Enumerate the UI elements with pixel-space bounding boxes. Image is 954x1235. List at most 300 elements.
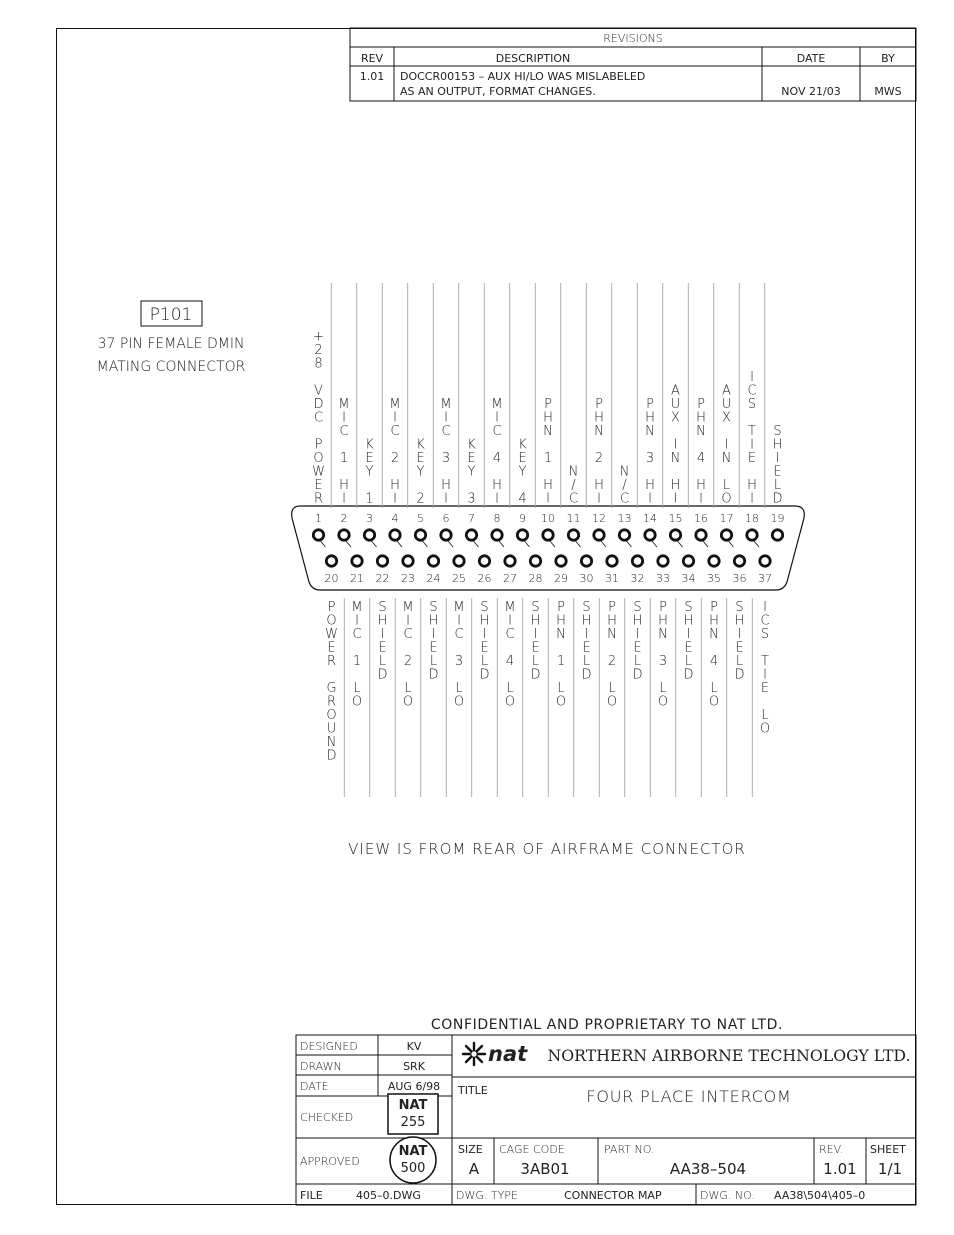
pin-37-contact (760, 556, 770, 566)
pin-label-char: H (581, 613, 592, 629)
pin-label-char: D (479, 667, 490, 683)
pin-lead (346, 541, 351, 547)
pin-15-label (671, 384, 681, 507)
pin-label-char: 3 (467, 491, 476, 507)
designed-value: KV (406, 1040, 422, 1053)
pin-30-label (581, 600, 591, 683)
pin-27-contact (505, 556, 515, 566)
pin-label-char: M (491, 397, 503, 412)
pin-label-char: P (608, 600, 616, 615)
pin-15-contact (670, 530, 680, 540)
pin-label-char: O (313, 451, 324, 466)
pin-22-label (377, 600, 387, 683)
pin-number: 5 (417, 512, 424, 525)
pin-3-contact (364, 530, 374, 540)
pin-3-label (365, 438, 374, 507)
pin-number: 1 (315, 512, 322, 525)
pin-20-contact (326, 556, 336, 566)
title-label: TITLE (458, 1084, 488, 1097)
pin-37-label (760, 600, 770, 737)
pin-label-char: W (325, 627, 338, 642)
pin-label-char: D (326, 748, 337, 764)
pin-number: 37 (758, 572, 772, 585)
pin-label-char: H (479, 613, 490, 629)
pin-label-char: O (555, 694, 567, 710)
connector-desc-line1: 37 PIN FEMALE DMIN (97, 336, 245, 352)
revisions-col-description: DESCRIPTION (495, 52, 571, 65)
pin-label-char: H (645, 478, 655, 493)
pin-number: 18 (745, 512, 759, 525)
pin-label-char: L (722, 478, 731, 493)
pin-label-char: S (582, 600, 591, 615)
pin-label-char: M (351, 600, 363, 615)
pin-label-char: E (365, 451, 374, 466)
pin-number: 23 (401, 572, 415, 585)
pin-label-char: I (508, 613, 512, 629)
pin-label-char: E (582, 640, 591, 656)
pin-label-char: L (773, 478, 782, 493)
pin-label-char: E (480, 640, 489, 656)
pin-23-label (402, 600, 413, 710)
pin-label-char: L (710, 681, 718, 696)
pin-label-char: D (530, 667, 541, 683)
pin-23-contact (403, 556, 413, 566)
pin-label-char: H (670, 478, 681, 493)
pin-label-char: N (709, 627, 719, 642)
pin-label-char: E (467, 451, 476, 466)
connector-desc-line2: MATING CONNECTOR (96, 359, 246, 375)
pin-label-char: O (453, 694, 465, 710)
pin-16-label (696, 397, 706, 507)
pin-label-char: O (759, 721, 771, 737)
pin-label-char: 4 (492, 451, 502, 466)
pin-30-contact (581, 556, 591, 566)
pin-label-char: I (763, 667, 767, 683)
pin-32-contact (632, 556, 642, 566)
cage-value: 3AB01 (520, 1160, 570, 1178)
pin-label-char: S (760, 627, 770, 642)
pin-label-char: E (747, 451, 757, 466)
pin-lead (652, 541, 657, 547)
pin-label-char: D (581, 667, 592, 683)
checked-stamp-line1: NAT (398, 1098, 428, 1113)
pin-number: 11 (566, 512, 581, 525)
pin-label-char: L (404, 681, 412, 696)
pin-label-char: M (453, 600, 465, 615)
pin-31-contact (607, 556, 617, 566)
pin-label-char: L (659, 681, 667, 696)
pin-label-char: H (492, 478, 502, 493)
pin-lead (754, 541, 759, 547)
drawn-label: DRAWN (300, 1060, 342, 1073)
pin-label-char: Y (416, 464, 425, 480)
rev-value: 1.01 (823, 1160, 857, 1178)
pin-label-char: L (353, 681, 361, 696)
pin-number: 33 (656, 572, 670, 585)
pin-label-char: C (403, 627, 413, 642)
pin-label-char: L (455, 681, 463, 696)
pin-label-char: I (533, 627, 538, 642)
pin-number: 4 (391, 512, 399, 525)
pin-label-char: 3 (658, 654, 668, 669)
pin-11-contact (568, 530, 578, 540)
pin-label-char: H (543, 478, 553, 493)
pin-number: 8 (493, 512, 501, 525)
pin-label-char: 3 (454, 654, 464, 669)
pin-label-char: I (673, 437, 678, 453)
pin-label-char: S (747, 397, 757, 412)
pin-label-char: N (326, 735, 337, 750)
pin-lead (729, 541, 734, 547)
pin-label-char: C (760, 613, 770, 629)
pin-lead (321, 541, 326, 547)
pin-lead (423, 541, 428, 547)
pin-label-char: 1 (352, 654, 362, 669)
pin-label-char: I (750, 491, 754, 507)
pin-label-char: D (428, 667, 439, 683)
pin-25-label (453, 600, 464, 710)
pin-label-char: I (635, 627, 640, 642)
pin-label-char: 3 (645, 451, 655, 466)
pin-label-char: O (606, 694, 618, 710)
pin-label-char: S (684, 600, 693, 615)
pin-label-char: S (429, 600, 438, 615)
pin-9-label (518, 438, 527, 507)
pin-17-contact (721, 530, 731, 540)
revisions-col-rev: REV (360, 52, 384, 65)
pin-label-char: H (543, 410, 553, 426)
pin-lead (474, 541, 479, 547)
pin-label-char: K (416, 437, 425, 453)
pin-lead (601, 541, 606, 547)
dwg-no-value: AA38\504\405–0 (774, 1189, 866, 1202)
pin-label-char: H (696, 478, 706, 493)
pin-label-char: N (543, 424, 553, 439)
pin-label-char: M (389, 397, 401, 412)
pin-label-char: D (683, 667, 694, 683)
pin-label-char: O (326, 708, 337, 723)
part-label: PART NO. (604, 1143, 655, 1156)
pin-lead (397, 541, 402, 547)
pin-number: 10 (541, 512, 555, 525)
pin-label-char: H (683, 613, 694, 629)
pin-number: 3 (366, 512, 373, 525)
pin-label-char: D (377, 667, 388, 683)
pin-label-char: A (722, 383, 731, 399)
pin-label-char: I (495, 491, 499, 507)
file-label: FILE (300, 1189, 323, 1202)
pin-13-contact (619, 530, 629, 540)
pin-label-char: N (619, 464, 630, 480)
pin-10-contact (543, 530, 553, 540)
pin-number: 2 (340, 512, 348, 525)
pin-label-char: H (632, 613, 643, 629)
pin-21-contact (352, 556, 362, 566)
pin-label-char: I (444, 410, 448, 426)
pin-8-contact (492, 530, 502, 540)
pin-label-char: O (708, 694, 720, 710)
pin-label-char: H (594, 410, 604, 426)
pin-label-char: K (365, 437, 374, 453)
pin-label-char: C (352, 627, 362, 642)
pin-number: 24 (426, 572, 441, 585)
file-value: 405–0.DWG (356, 1189, 421, 1202)
pin-label-char: U (670, 397, 681, 412)
checked-stamp-line2: 255 (400, 1115, 426, 1130)
size-value: A (468, 1160, 480, 1178)
pin-1-label (312, 330, 325, 507)
pin-1-contact (313, 530, 323, 540)
pin-label-char: L (480, 654, 489, 669)
date-value: AUG 6/98 (387, 1080, 441, 1093)
pin-label-char: I (763, 600, 767, 615)
pin-label-char: 2 (607, 654, 617, 669)
pin-label-char: O (657, 694, 669, 710)
pin-label-char: P (544, 397, 552, 412)
pin-label-char: N (568, 464, 579, 480)
pin-label-char: H (772, 437, 783, 453)
pin-label-char: C (505, 627, 515, 642)
pin-label-char: H (645, 410, 655, 426)
pin-label-char: S (633, 600, 642, 615)
pin-14-contact (645, 530, 655, 540)
pin-number: 36 (732, 572, 747, 585)
pin-label-char: A (671, 383, 680, 399)
pin-number: 15 (668, 512, 683, 525)
pin-label-char: I (686, 627, 691, 642)
pin-22-contact (377, 556, 387, 566)
pin-4-contact (390, 530, 400, 540)
pin-label-char: E (684, 640, 693, 656)
pin-24-label (428, 600, 438, 683)
pin-number: 9 (519, 512, 526, 525)
pin-33-label (658, 600, 668, 710)
pin-14-label (645, 397, 655, 507)
pin-9-contact (517, 530, 527, 540)
dwg-type-value: CONNECTOR MAP (564, 1189, 662, 1202)
pin-label-char: C (568, 491, 579, 507)
pin-number: 19 (770, 512, 785, 525)
pin-number: 17 (719, 512, 734, 525)
pin-label-char: 3 (441, 451, 451, 466)
pin-label-char: P (557, 600, 565, 615)
pin-number: 27 (503, 572, 517, 585)
revision-by: MWS (874, 85, 902, 98)
pin-label-char: G (326, 681, 337, 696)
pin-label-char: I (584, 627, 589, 642)
pin-label-char: H (556, 613, 566, 629)
pin-label-char: C (390, 424, 400, 439)
pin-label-char: C (619, 491, 630, 507)
pin-label-char: I (342, 491, 346, 507)
pin-label-char: L (582, 654, 591, 669)
pin-lead (448, 541, 453, 547)
pin-label-char: 2 (416, 491, 425, 507)
pin-19-contact (772, 530, 782, 540)
pin-label-char: I (355, 613, 359, 629)
pin-label-char: H (530, 613, 541, 629)
pin-number: 12 (592, 512, 606, 525)
pin-label-char: H (441, 478, 451, 493)
pin-label-char: E (378, 640, 387, 656)
pin-label-char: H (734, 613, 745, 629)
pin-label-char: O (402, 694, 414, 710)
pin-number: 6 (442, 512, 450, 525)
pin-lead (372, 541, 377, 547)
pin-label-char: I (457, 613, 461, 629)
pin-label-char: W (312, 464, 325, 480)
pin-label-char: L (761, 708, 769, 723)
pin-11-label (569, 465, 579, 507)
pin-label-char: E (518, 451, 527, 466)
approved-stamp-line1: NAT (398, 1144, 428, 1159)
pin-7-label (467, 438, 476, 507)
pin-label-char: 1 (365, 491, 374, 507)
pin-label-char: I (380, 627, 385, 642)
pin-label-char: I (406, 613, 410, 629)
pin-label-char: 4 (709, 654, 719, 669)
pin-label-char: I (393, 491, 397, 507)
pin-label-char: E (314, 478, 323, 493)
pin-label-char: P (595, 397, 603, 412)
revision-date: NOV 21/03 (781, 85, 841, 98)
pin-label-char: I (750, 437, 754, 453)
pin-35-label (709, 600, 719, 710)
pin-36-label (734, 600, 744, 683)
pin-label-char: N (670, 451, 681, 466)
pin-label-char: H (594, 478, 604, 493)
pin-18-label (747, 370, 757, 507)
dwg-no-label: DWG. NO. (700, 1189, 755, 1202)
pin-number: 30 (579, 572, 594, 585)
pin-label-char: I (724, 437, 729, 453)
pin-29-label (556, 600, 566, 710)
pin-2-label (338, 397, 349, 507)
pin-number: 25 (452, 572, 466, 585)
pin-18-contact (747, 530, 757, 540)
pin-label-char: K (467, 437, 476, 453)
pin-28-label (530, 600, 540, 683)
pin-label-char: L (506, 681, 514, 696)
pin-label-char: N (645, 424, 655, 439)
pin-lead (703, 541, 708, 547)
pin-label-char: H (390, 478, 400, 493)
pin-34-label (683, 600, 693, 683)
pin-label-char: D (313, 397, 324, 412)
pin-lead (499, 541, 504, 547)
checked-label: CHECKED (300, 1111, 354, 1124)
pin-label-char: C (441, 424, 451, 439)
pin-label-char: E (327, 640, 336, 656)
pin-label-char: C (339, 424, 349, 439)
title-value: FOUR PLACE INTERCOM (586, 1087, 792, 1106)
pin-label-char: L (608, 681, 616, 696)
pin-label-char: D (632, 667, 643, 683)
pin-label-char: M (338, 397, 350, 412)
pin-number: 22 (375, 572, 390, 585)
pin-31-label (607, 600, 617, 710)
pin-label-char: M (440, 397, 452, 412)
pin-label-char: E (429, 640, 438, 656)
pin-label-char: P (659, 600, 667, 615)
pin-label-char: E (760, 681, 770, 696)
confidential-note: CONFIDENTIAL AND PROPRIETARY TO NAT LTD. (430, 1017, 784, 1033)
pin-label-char: X (671, 410, 680, 426)
pin-label-char: I (444, 491, 448, 507)
pin-10-label (543, 397, 553, 507)
pin-7-contact (466, 530, 476, 540)
pin-number: 32 (630, 572, 645, 585)
revision-desc-line2: AS AN OUTPUT, FORMAT CHANGES. (400, 85, 596, 98)
pin-label-char: 2 (314, 343, 323, 358)
pin-number: 13 (617, 512, 632, 525)
pin-label-char: O (351, 694, 363, 710)
pin-label-char: I (546, 491, 550, 507)
pin-label-char: I (495, 410, 499, 426)
checked-stamp (388, 1094, 438, 1134)
pin-label-char: U (721, 397, 732, 412)
pin-lead (525, 541, 530, 547)
revisions-header: REVISIONS (603, 32, 663, 45)
pin-19-label (772, 424, 782, 507)
pin-lead (576, 541, 581, 547)
pin-6-contact (441, 530, 451, 540)
pin-label-char: 1 (556, 654, 566, 669)
pin-label-char: C (747, 383, 757, 399)
pin-label-char: R (326, 654, 337, 669)
pin-label-char: X (722, 410, 731, 426)
pin-12-label (594, 397, 604, 507)
revision-desc-line1: DOCCR00153 – AUX HI/LO WAS MISLABELED (400, 70, 646, 83)
pin-label-char: Y (467, 464, 476, 480)
pin-label-char: Y (365, 464, 374, 480)
pin-36-contact (734, 556, 744, 566)
pin-26-label (479, 600, 489, 683)
pin-5-contact (415, 530, 425, 540)
pin-label-char: 2 (390, 451, 400, 466)
pin-number: 26 (477, 572, 492, 585)
pin-label-char: N (556, 627, 566, 642)
pin-label-char: E (531, 640, 540, 656)
company-name: NORTHERN AIRBORNE TECHNOLOGY LTD. (547, 1046, 911, 1065)
designed-label: DESIGNED (300, 1040, 358, 1053)
pin-label-char: H (709, 613, 719, 629)
cage-label: CAGE CODE (499, 1143, 565, 1156)
pin-label-char: Y (518, 464, 527, 480)
pin-5-label (416, 438, 425, 507)
pin-label-char: L (684, 654, 693, 669)
pin-label-char: O (326, 613, 337, 629)
pin-label-char: L (557, 681, 565, 696)
pin-label-char: H (339, 478, 349, 493)
pin-lead (627, 541, 632, 547)
pin-label-char: + (313, 329, 324, 345)
pin-label-char: C (454, 627, 464, 642)
pin-34-contact (683, 556, 693, 566)
part-value: AA38–504 (669, 1160, 747, 1178)
pin-33-contact (658, 556, 668, 566)
pin-label-char: / (571, 478, 576, 493)
pin-8-label (491, 397, 502, 507)
pin-label-char: T (748, 424, 756, 439)
logo-text: nat (488, 1042, 528, 1066)
pin-label-char: / (622, 478, 627, 493)
pin-label-char: I (737, 627, 742, 642)
size-label: SIZE (458, 1143, 483, 1156)
pin-label-char: I (597, 491, 601, 507)
pin-2-contact (339, 530, 349, 540)
pin-label-char: N (607, 627, 617, 642)
